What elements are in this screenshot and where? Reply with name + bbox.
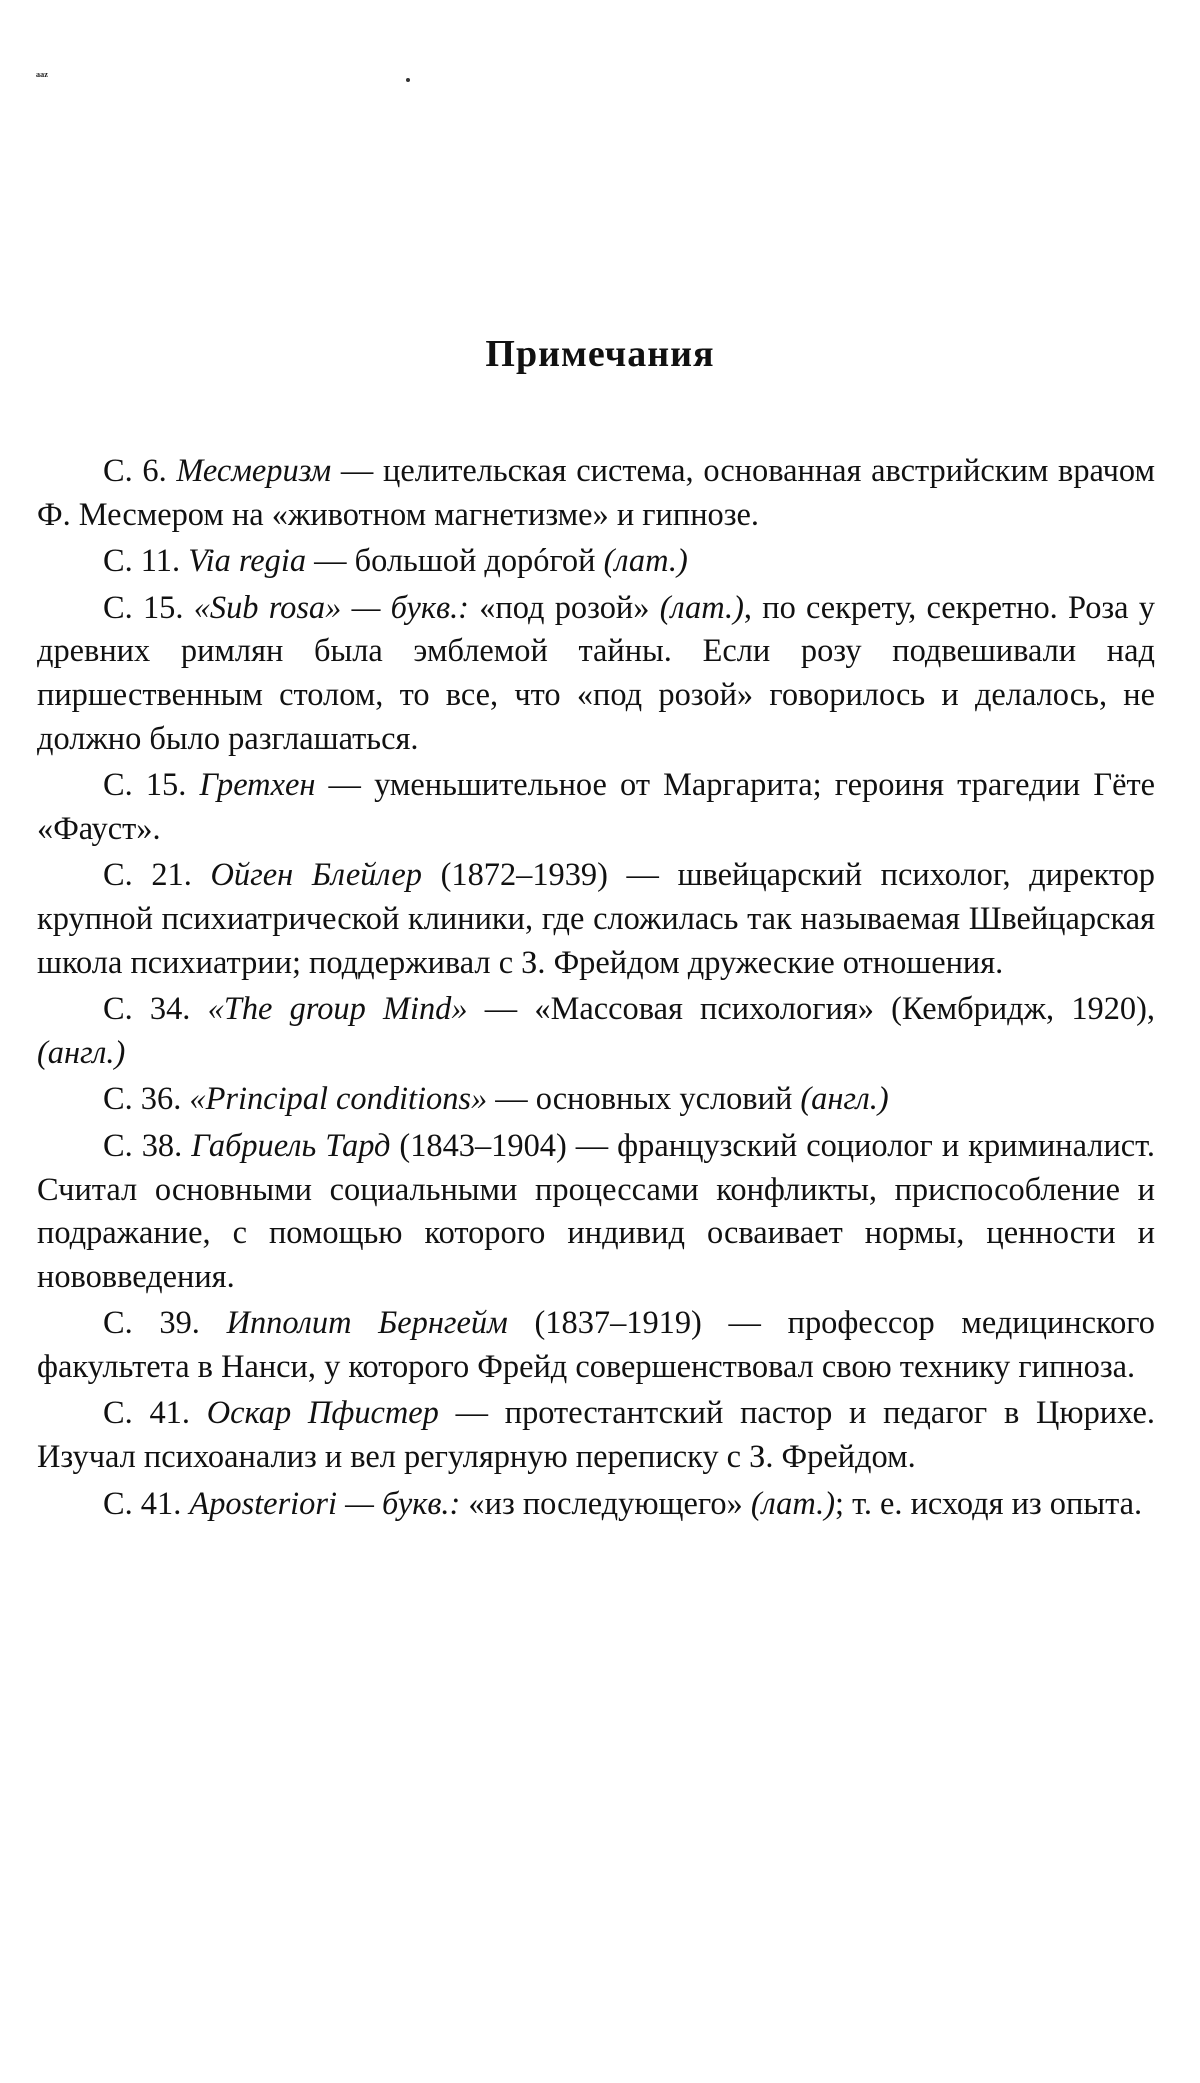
note-term: Via regia [188,543,307,580]
note-lang: (лат.) [603,543,688,580]
note-term: Габриель Тард [191,1127,391,1164]
note-term: Месмеризм [176,453,332,489]
note-ref: С. 21. [103,857,192,894]
note-text: «под розой» [468,589,660,626]
note-lang: (лат.) [750,1485,835,1522]
note-text: — основных условий [487,1081,801,1118]
notes-list [37,450,1155,1529]
note-term: Гретхен [199,767,316,804]
note-term: «The group Mind» [207,991,468,1028]
note-ref: С. 15. [103,767,187,804]
note-item [37,1078,1155,1122]
note-ref: С. 6. [103,453,167,489]
note-after: ; т. е. исходя из опыта. [835,1485,1143,1522]
note-ref: С. 15. [103,589,184,626]
note-item [37,450,1155,537]
note-text: — большой дорóгой [306,543,604,580]
note-ref: С. 39. [103,1305,200,1342]
note-term: Ойген Блейлер [210,857,422,894]
note-item [37,540,1155,584]
note-ref: С. 41. [103,1485,182,1522]
note-item [37,988,1155,1075]
note-item [37,854,1155,985]
page-title: Примечания [485,333,715,375]
note-lang: (лат.) [659,589,744,626]
note-text: — уменьшительное от Маргарита; героиня трагедии Гёте «Фауст». [37,767,1155,847]
note-text: — протестантский пастор и педагог в Цюрихе. Изучал психоанализ и вел регулярную переписку с З. Фрейдом. [37,1395,1155,1476]
note-text: — целительская система, основанная австрийским врачом Ф. Месмером на «животном магнетизме» и гипнозе. [37,453,1155,533]
note-text: — «Массовая психология» (Кембридж, 1920), [467,991,1155,1028]
note-item [37,1392,1155,1479]
page-corner-marks [36,70,436,100]
note-item [37,1302,1155,1389]
note-item [37,587,1155,761]
note-text: (1837–1919) — профессор медицинского факультета в Нанси, у которого Фрейд совершенствовал свою технику гипноза. [37,1305,1155,1385]
print-dot [406,78,410,82]
note-term: «Principal conditions» [189,1081,488,1118]
note-item [37,764,1155,851]
note-text: (1843–1904) — французский социолог и криминалист. Считал основными социальными процессами конфликты, приспособление и подражание, с помощью которого индивид осваивает нормы, ценности и нововведения. [37,1127,1155,1295]
note-term: «Sub rosa» — букв.: [193,589,469,626]
note-ref: С. 41. [103,1395,190,1432]
note-item [37,1483,1155,1527]
note-item [37,1125,1155,1299]
note-text: (1872–1939) — швейцарский психолог, директор крупной психиатрической клиники, где сложилась так называемая Швейцарская школа психиатрии; поддерживал с З. Фрейдом дружеские отношения. [37,857,1155,981]
note-lang: (англ.) [37,1034,126,1071]
note-term: Оскар Пфистер [206,1395,439,1432]
note-text: «из последующего» [460,1485,751,1522]
note-ref: С. 38. [103,1127,183,1164]
note-ref: С. 11. [103,543,181,580]
note-term: Aposteriori — букв.: [189,1485,461,1522]
note-lang: (англ.) [800,1081,889,1118]
note-after: , по секрету, секретно. Роза у древних римлян была эмблемой тайны. Если розу подвешивали над пиршественным столом, то все, что «под розой» говорилось и делалось, не должно было разглашаться. [37,589,1156,757]
note-ref: С. 36. [103,1081,182,1118]
note-term: Ипполит Бернгейм [226,1305,508,1342]
note-ref: С. 34. [103,991,191,1028]
corner-mark: ᵃᵃᶻ [36,70,49,85]
